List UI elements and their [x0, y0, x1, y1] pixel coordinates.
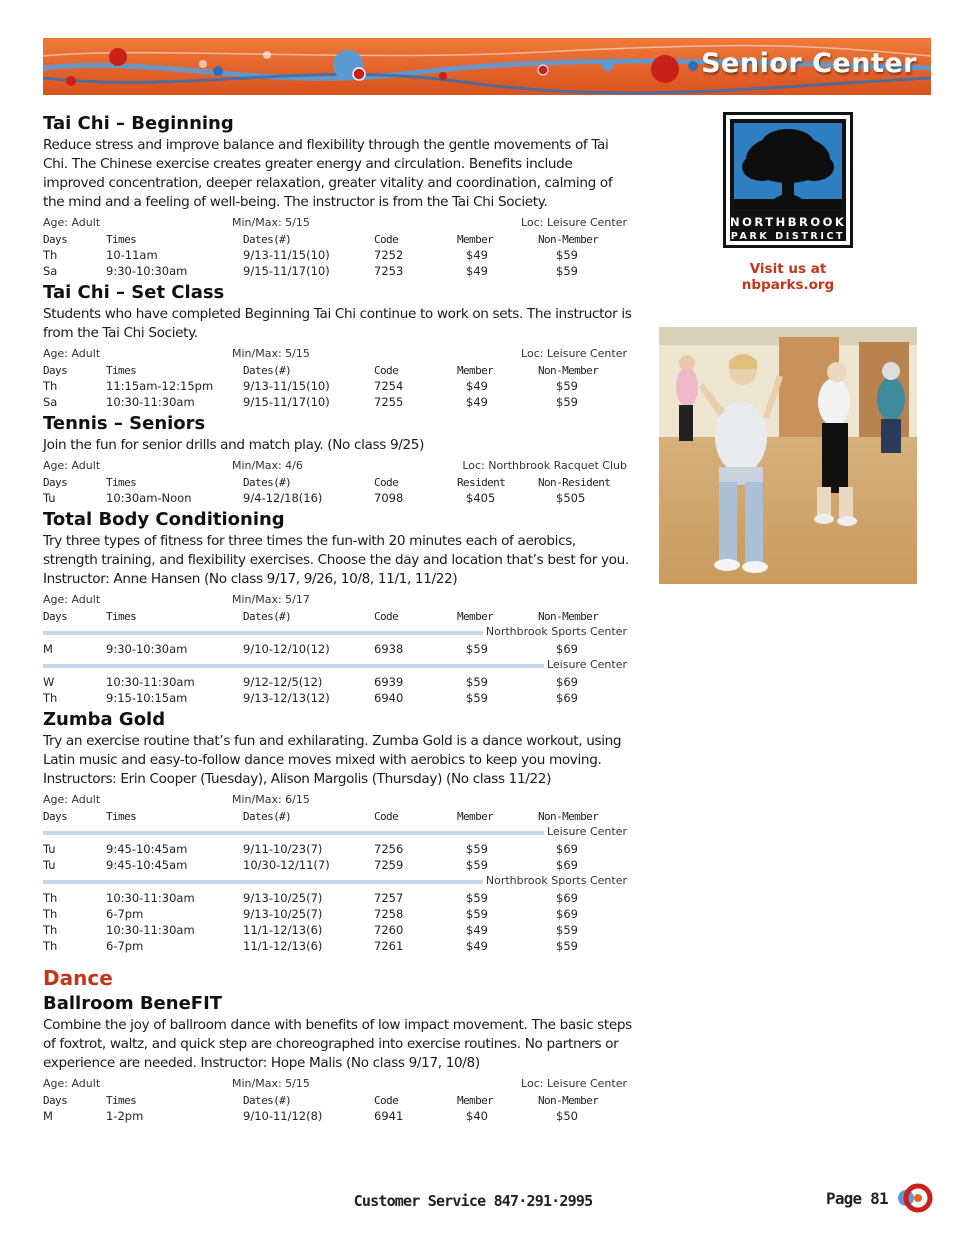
table-cell: $69 — [556, 907, 578, 921]
column-header: Code — [374, 1093, 399, 1107]
table-cell: Th — [43, 939, 58, 953]
column-header: Days — [43, 1093, 68, 1107]
table-cell: $40 — [466, 1109, 488, 1123]
column-header: Member — [457, 609, 494, 623]
table-cell: $69 — [556, 675, 578, 689]
location-divider — [43, 824, 627, 841]
table-cell: $69 — [556, 691, 578, 705]
table-cell: 7254 — [374, 379, 404, 393]
table-row — [43, 841, 627, 857]
program-title: Ballroom BeneFIT — [43, 993, 223, 1014]
table-cell: Th — [43, 248, 58, 262]
column-header: Non-Resident — [538, 475, 611, 489]
table-cell: $49 — [466, 248, 488, 262]
location-divider-row — [43, 624, 627, 641]
table-header-row — [43, 808, 627, 824]
divider-bar — [43, 831, 627, 835]
table-cell: 9:30-10:30am — [106, 264, 188, 278]
table-cell: Sa — [43, 264, 58, 278]
column-header: Times — [106, 475, 137, 489]
table-cell: $49 — [466, 264, 488, 278]
column-header: Times — [106, 1093, 137, 1107]
age-label: Age: Adult — [43, 347, 101, 360]
location-divider-cell — [43, 824, 627, 841]
table-cell: M — [43, 1109, 53, 1123]
table-cell: 10:30am-Noon — [106, 491, 192, 505]
program-block — [43, 708, 633, 954]
table-cell: $69 — [556, 858, 578, 872]
column-header: Times — [106, 232, 137, 246]
table-header-row — [43, 231, 627, 247]
table-cell: 9/13-11/15(10) — [243, 248, 330, 262]
column-header: Dates(#) — [243, 809, 292, 823]
location-divider-row — [43, 873, 627, 890]
column-header: Dates(#) — [243, 475, 292, 489]
column-header: Times — [106, 609, 137, 623]
table-cell: Tu — [43, 491, 56, 505]
column-header: Non-Member — [538, 363, 599, 377]
northbrook-logo — [723, 112, 853, 248]
table-row — [43, 674, 627, 690]
program-meta — [43, 345, 633, 362]
column-header: Member — [457, 809, 494, 823]
age-label: Age: Adult — [43, 793, 101, 806]
minmax-label: Min/Max: 4/6 — [232, 459, 303, 472]
column-header: Days — [43, 809, 68, 823]
table-cell: $59 — [556, 939, 578, 953]
table-cell: 10:30-11:30am — [106, 395, 195, 409]
age-label: Age: Adult — [43, 459, 101, 472]
table-cell: 9/4-12/18(16) — [243, 491, 323, 505]
column-header: Dates(#) — [243, 363, 292, 377]
group-location-label: Northbrook Sports Center — [483, 625, 627, 638]
program-listing — [43, 110, 633, 1124]
program-block — [43, 508, 633, 706]
minmax-label: Min/Max: 5/15 — [232, 216, 310, 229]
table-cell: 11/1-12/13(6) — [243, 939, 323, 953]
location-divider — [43, 873, 627, 890]
group-location-label: Northbrook Sports Center — [483, 874, 627, 887]
column-header: Non-Member — [538, 809, 599, 823]
table-cell: W — [43, 675, 55, 689]
table-row — [43, 857, 627, 873]
table-cell: 9/15-11/17(10) — [243, 264, 330, 278]
column-header: Days — [43, 363, 68, 377]
group-location-label: Leisure Center — [544, 658, 627, 671]
table-cell: 9/13-10/25(7) — [243, 891, 323, 905]
table-cell: 7255 — [374, 395, 404, 409]
column-header: Member — [457, 363, 494, 377]
location-divider — [43, 657, 627, 674]
column-header: Times — [106, 363, 137, 377]
location-divider-row — [43, 824, 627, 841]
customer-service-phone: Customer Service 847·291·2995 — [353, 1192, 593, 1210]
program-description: Combine the joy of ballroom dance with benefits of low impact movement. The basic steps of foxtrot, waltz, and quick step are choreographed into exercise routines. No partners or experience are needed. Instructor: Hope Malis (No class 9/17, 10/8) — [43, 1017, 632, 1071]
table-row — [43, 641, 627, 657]
website-link[interactable]: Visit us at nbparks.org — [741, 261, 835, 293]
program-block — [43, 412, 633, 506]
schedule-table — [43, 474, 627, 506]
table-cell: 11:15am-12:15pm — [106, 379, 214, 393]
tai-chi-class-photo — [659, 327, 917, 584]
column-header: Days — [43, 475, 68, 489]
program-title: Total Body Conditioning — [43, 509, 285, 530]
table-row — [43, 490, 627, 506]
program-block — [43, 992, 633, 1124]
table-cell: $49 — [466, 939, 488, 953]
column-header: Code — [374, 809, 399, 823]
table-row — [43, 378, 627, 394]
column-header: Dates(#) — [243, 232, 292, 246]
section-heading-dance: Dance — [43, 966, 113, 990]
table-cell: $59 — [466, 891, 488, 905]
table-cell: 7098 — [374, 491, 404, 505]
table-cell: $59 — [466, 858, 488, 872]
table-cell: 6-7pm — [106, 939, 144, 953]
minmax-label: Min/Max: 5/15 — [232, 1077, 310, 1090]
table-cell: M — [43, 642, 53, 656]
column-header: Resident — [457, 475, 506, 489]
program-block — [43, 281, 633, 410]
location-label: Loc: Leisure Center — [521, 216, 627, 229]
column-header: Dates(#) — [243, 1093, 292, 1107]
program-description: Try an exercise routine that’s fun and exhilarating. Zumba Gold is a dance workout, using Latin music and easy-to-follow dance moves mixed with aerobics to keep you moving. Instructors: Erin Cooper (Tuesday), Alison Margolis (Thursday) (No class 11/22) — [43, 733, 622, 787]
column-header: Days — [43, 609, 68, 623]
table-cell: $49 — [466, 379, 488, 393]
table-cell: 11/1-12/13(6) — [243, 923, 323, 937]
age-label: Age: Adult — [43, 1077, 101, 1090]
table-header-row — [43, 608, 627, 624]
table-cell: $59 — [466, 842, 488, 856]
table-cell: 9/12-12/5(12) — [243, 675, 323, 689]
table-cell: 6939 — [374, 675, 404, 689]
minmax-label: Min/Max: 5/15 — [232, 347, 310, 360]
column-header: Days — [43, 232, 68, 246]
schedule-table — [43, 808, 627, 954]
table-row — [43, 1108, 627, 1124]
schedule-table — [43, 608, 627, 706]
table-cell: 6941 — [374, 1109, 404, 1123]
schedule-table — [43, 1092, 627, 1124]
table-cell: $59 — [466, 907, 488, 921]
table-cell: 9/10-11/12(8) — [243, 1109, 323, 1123]
table-cell: Tu — [43, 858, 56, 872]
table-cell: 9/13-11/15(10) — [243, 379, 330, 393]
table-cell: Th — [43, 923, 58, 937]
program-description: Reduce stress and improve balance and flexibility through the gentle movements of Tai Chi. The Chinese exercise creates greater energy and circulation. Benefits include improved concentration, deeper relaxation, greater vitality and coordination, calming of the mind and a feeling of well-being. The instructor is from the Tai Chi Society. — [43, 137, 613, 210]
table-cell: $59 — [556, 379, 578, 393]
table-row — [43, 263, 627, 279]
table-cell: 10-11am — [106, 248, 158, 262]
table-cell: 9:30-10:30am — [106, 642, 188, 656]
table-cell: Th — [43, 907, 58, 921]
program-block — [43, 112, 633, 279]
table-cell: Th — [43, 691, 58, 705]
table-row — [43, 247, 627, 263]
photo-illustration — [659, 327, 917, 584]
table-cell: 9/13-10/25(7) — [243, 907, 323, 921]
table-cell: $50 — [556, 1109, 578, 1123]
program-title: Tai Chi – Beginning — [43, 113, 234, 134]
table-cell: $59 — [556, 248, 578, 262]
location-divider-cell — [43, 657, 627, 674]
table-cell: $69 — [556, 891, 578, 905]
table-cell: $59 — [466, 691, 488, 705]
schedule-table — [43, 231, 627, 279]
table-cell: 1-2pm — [106, 1109, 144, 1123]
table-cell: Th — [43, 379, 58, 393]
group-location-label: Leisure Center — [544, 825, 627, 838]
age-label: Age: Adult — [43, 593, 101, 606]
program-meta — [43, 457, 633, 474]
table-cell: 7258 — [374, 907, 404, 921]
table-cell: 10:30-11:30am — [106, 923, 195, 937]
table-cell: 9/10-12/10(12) — [243, 642, 330, 656]
table-cell: 7257 — [374, 891, 404, 905]
column-header: Code — [374, 475, 399, 489]
column-header: Dates(#) — [243, 609, 292, 623]
location-divider — [43, 624, 627, 641]
program-meta — [43, 791, 633, 808]
table-cell: Sa — [43, 395, 58, 409]
table-row — [43, 890, 627, 906]
table-cell: 6-7pm — [106, 907, 144, 921]
table-row — [43, 906, 627, 922]
table-cell: 9:45-10:45am — [106, 858, 188, 872]
table-row — [43, 938, 627, 954]
column-header: Non-Member — [538, 232, 599, 246]
table-cell: 7260 — [374, 923, 404, 937]
table-cell: 9:45-10:45am — [106, 842, 188, 856]
program-meta — [43, 591, 633, 608]
table-cell: 7259 — [374, 858, 404, 872]
banner-title: Senior Center — [701, 48, 917, 79]
table-cell: Th — [43, 891, 58, 905]
table-row — [43, 690, 627, 706]
table-cell: 7252 — [374, 248, 404, 262]
table-cell: Tu — [43, 842, 56, 856]
table-cell: 9:15-10:15am — [106, 691, 188, 705]
page-number: Page 81 — [826, 1189, 888, 1208]
table-cell: 7256 — [374, 842, 404, 856]
program-description: Students who have completed Beginning Tai Chi continue to work on sets. The instructor is from the Tai Chi Society. — [43, 306, 632, 341]
table-cell: 7261 — [374, 939, 404, 953]
program-meta — [43, 1075, 633, 1092]
table-cell: 10:30-11:30am — [106, 891, 195, 905]
table-cell: 6940 — [374, 691, 404, 705]
location-divider-cell — [43, 873, 627, 890]
location-divider-row — [43, 657, 627, 674]
program-title: Tai Chi – Set Class — [43, 282, 225, 303]
table-cell: 9/13-12/13(12) — [243, 691, 330, 705]
table-cell: $59 — [466, 675, 488, 689]
table-header-row — [43, 474, 627, 490]
table-cell: 9/15-11/17(10) — [243, 395, 330, 409]
location-divider-cell — [43, 624, 627, 641]
table-cell: $405 — [466, 491, 496, 505]
location-label: Loc: Leisure Center — [521, 1077, 627, 1090]
program-title: Tennis – Seniors — [43, 413, 206, 434]
program-description: Try three types of fitness for three times the fun-with 20 minutes each of aerobics, strength training, and flexibility exercises. Choose the day and location that’s best for you. Instructor: Anne Hansen (No class 9/17, 9/26, 10/8, 11/1, 11/22) — [43, 533, 629, 587]
table-cell: $59 — [556, 395, 578, 409]
column-header: Non-Member — [538, 1093, 599, 1107]
table-row — [43, 922, 627, 938]
column-header: Times — [106, 809, 137, 823]
table-header-row — [43, 362, 627, 378]
location-label: Loc: Northbrook Racquet Club — [462, 459, 627, 472]
location-label: Loc: Leisure Center — [521, 347, 627, 360]
column-header: Code — [374, 363, 399, 377]
program-meta — [43, 214, 633, 231]
logo-panel — [730, 119, 846, 241]
table-cell: 10:30-11:30am — [106, 675, 195, 689]
page-ring-icon — [894, 1182, 934, 1214]
program-title: Zumba Gold — [43, 709, 166, 730]
program-description: Join the fun for senior drills and match play. (No class 9/25) — [43, 437, 425, 453]
column-header: Non-Member — [538, 609, 599, 623]
table-header-row — [43, 1092, 627, 1108]
table-cell: 9/11-10/23(7) — [243, 842, 323, 856]
logo-subtitle: PARK DISTRICT — [730, 231, 846, 242]
table-row — [43, 394, 627, 410]
header-banner — [43, 38, 931, 95]
schedule-table — [43, 362, 627, 410]
column-header: Code — [374, 609, 399, 623]
table-cell: $59 — [556, 264, 578, 278]
column-header: Member — [457, 232, 494, 246]
table-cell: 6938 — [374, 642, 404, 656]
age-label: Age: Adult — [43, 216, 101, 229]
table-cell: $59 — [466, 642, 488, 656]
divider-bar — [43, 664, 627, 668]
table-cell: $49 — [466, 395, 488, 409]
minmax-label: Min/Max: 5/17 — [232, 593, 310, 606]
column-header: Code — [374, 232, 399, 246]
table-cell: $69 — [556, 642, 578, 656]
table-cell: $69 — [556, 842, 578, 856]
table-cell: $49 — [466, 923, 488, 937]
table-cell: 10/30-12/11(7) — [243, 858, 330, 872]
table-cell: 7253 — [374, 264, 404, 278]
minmax-label: Min/Max: 6/15 — [232, 793, 310, 806]
table-cell: $505 — [556, 491, 586, 505]
column-header: Member — [457, 1093, 494, 1107]
table-cell: $59 — [556, 923, 578, 937]
logo-name: NORTHBROOK — [730, 215, 847, 229]
tree-icon — [730, 123, 846, 209]
